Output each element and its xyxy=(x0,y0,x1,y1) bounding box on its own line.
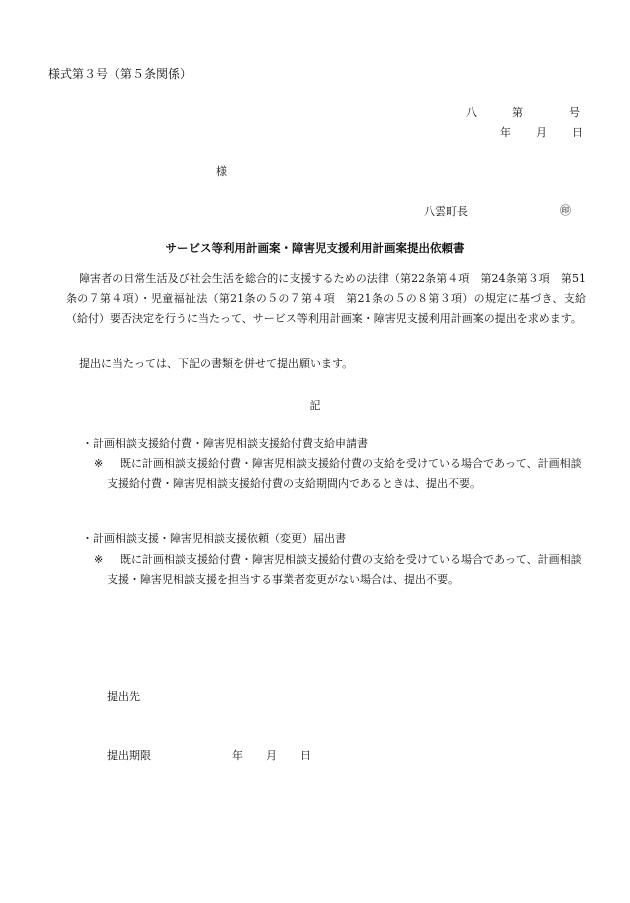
item-label-1: ・計画相談支援給付費・障害児相談支援給付費支給申請書 xyxy=(82,437,368,450)
sender-name: 八雲町長 xyxy=(424,205,468,218)
reference-number xyxy=(466,104,580,120)
attachment-note xyxy=(66,355,353,371)
addressee-suffix: 様 xyxy=(216,165,227,178)
item-note-1 xyxy=(94,454,586,494)
form-number: 様式第３号（第５条関係） xyxy=(48,67,193,81)
deadline-label: 提出期限 xyxy=(107,749,151,762)
item-note-text-1: 既に計画相談支援給付費・障害児相談支援給付費の支給を受けている場合であって、計画相談支援給付費・障害児相談支援給付費の支給期間内であるときは、提出不要。 xyxy=(107,457,582,490)
issue-date-year: 年 xyxy=(500,126,511,139)
ki-heading: 記 xyxy=(309,399,321,412)
seal-mark: ㊞ xyxy=(560,204,571,217)
submit-to-label: 提出先 xyxy=(107,690,140,703)
item-note-text-2: 既に計画相談支援給付費・障害児相談支援給付費の支給を受けている場合であって、計画相談支援・障害児相談支援を担当する事業者変更がない場合は、提出不要。 xyxy=(107,553,582,586)
item-note-2 xyxy=(94,550,586,590)
deadline-date xyxy=(232,747,311,763)
attachment-note-text: 提出に当たっては、下記の書類を併せて提出願います。 xyxy=(79,357,354,370)
body-text: 障害者の日常生活及び社会生活を総合的に支援するための法律（第22条第４項 第24条第３項 第51条の７第４項）・児童福祉法（第21条の５の７第４項 第21条の５の８第３項）の規定に基づき、支給（給付）要否決定を行うに当たって、サービス等利用計画案・障害児支援利用計画案の提出を求めます。 xyxy=(66,272,586,325)
reference-dai: 第 xyxy=(512,106,523,119)
document-title: サービス等利用計画案・障害児支援利用計画案提出依頼書 xyxy=(165,241,465,255)
issue-date-month: 月 xyxy=(536,126,547,139)
note-mark-1: ※ xyxy=(94,457,104,470)
item-label-2: ・計画相談支援・障害児相談支援依頼（変更）届出書 xyxy=(82,532,346,545)
issue-date xyxy=(500,124,583,140)
body-paragraph xyxy=(66,269,586,329)
reference-go: 号 xyxy=(569,106,580,119)
issue-date-day: 日 xyxy=(572,126,583,139)
deadline-year: 年 xyxy=(232,749,243,762)
reference-prefix: 八 xyxy=(466,106,477,119)
deadline-month: 月 xyxy=(266,749,277,762)
deadline-day: 日 xyxy=(300,749,311,762)
note-mark-2: ※ xyxy=(94,553,104,566)
